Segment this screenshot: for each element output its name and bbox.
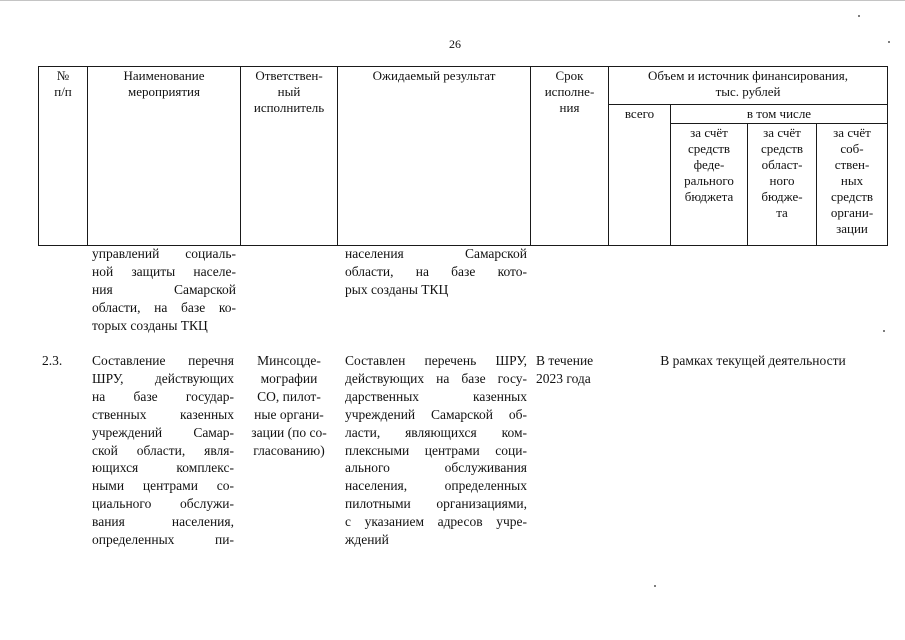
continuation-name-line: ной защиты населе- [92, 263, 236, 279]
header-name [88, 67, 241, 246]
row-name-line: вания населения, [92, 514, 234, 530]
scan-speck [858, 15, 860, 17]
row-result-line: дарственных казенных [345, 388, 527, 404]
header-financing [609, 67, 888, 105]
header-name-text: Наименование мероприятия [123, 68, 205, 99]
header-number [39, 67, 88, 246]
continuation-result [345, 245, 527, 299]
header-federal [671, 124, 748, 246]
row-name-line: определенных пи- [92, 532, 234, 548]
continuation-result-line: области, на базе кото- [345, 263, 527, 279]
scan-speck [883, 330, 885, 332]
header-regional-text: за счёт средств област- ного бюдже- та [760, 125, 804, 220]
row-result-line: с указанием адресов учре- [345, 514, 527, 530]
header-total-text: всего [624, 106, 655, 121]
header-including [671, 105, 888, 124]
row-name-line: на базе государ- [92, 388, 234, 404]
header-number-text: № п/п [54, 68, 72, 99]
row-term: В течение 2023 года [536, 353, 594, 386]
row-name-line: ными центрами со- [92, 478, 234, 494]
header-total [609, 105, 671, 246]
continuation-name-line: ния Самарской [92, 281, 236, 297]
header-own [817, 124, 888, 246]
continuation-name [92, 245, 236, 335]
row-name-line: ШРУ, действующих [92, 370, 234, 386]
row-name-line: Составление перечня [92, 353, 234, 368]
header-result-text: Ожидаемый результат [372, 68, 496, 83]
header-federal-text: за счёт средств феде- рального бюджета [684, 125, 734, 204]
continuation-name-line: управлений социаль- [92, 246, 236, 261]
header-term-text: Срок исполне- ния [544, 68, 595, 115]
continuation-result-line: рых созданы ТКЦ [345, 281, 449, 297]
header-regional [748, 124, 817, 246]
page-number: 26 [449, 37, 461, 51]
row-result-line: Составлен перечень ШРУ, [345, 353, 527, 368]
row-result-line: пилотными организациями, [345, 496, 527, 512]
row-name [92, 352, 234, 549]
row-name-line: ственных казенных [92, 406, 234, 422]
header-own-text: за счёт соб- ствен- ных средств органи- зации [830, 125, 874, 236]
header-including-text: в том числе [746, 106, 812, 121]
table-header [38, 66, 888, 246]
row-result-line: ласти, являющихся ком- [345, 424, 527, 440]
row-result-line: населения, определенных [345, 478, 527, 494]
row-responsible: Минсоцде- мографии СО, пилот- ные органи- зации (по со- гласованию) [251, 353, 327, 458]
row-result-line: действующих на базе госу- [345, 370, 527, 386]
header-responsible-text: Ответствен- ный исполнитель [253, 68, 325, 115]
header-term [531, 67, 609, 246]
row-result-line: ального обслуживания [345, 460, 527, 476]
row-financing: В рамках текущей деятельности [660, 353, 846, 368]
row-name-line: учреждений Самар- [92, 424, 234, 440]
row-result-line: плексными центрами соци- [345, 442, 527, 458]
row-name-line: циального обслужи- [92, 496, 234, 512]
scan-speck [654, 585, 656, 587]
continuation-name-line: торых созданы ТКЦ [92, 317, 208, 333]
header-responsible [241, 67, 338, 246]
header-result [338, 67, 531, 246]
continuation-name-line: области, на базе ко- [92, 299, 236, 315]
scan-edge-line [0, 0, 905, 1]
row-result [345, 352, 527, 549]
header-financing-text: Объем и источник финансирования, тыс. рублей [648, 68, 848, 99]
row-number: 2.3. [42, 353, 63, 368]
row-name-line: ющихся комплекс- [92, 460, 234, 476]
continuation-result-line: населения Самарской [345, 246, 527, 261]
row-name-line: ской области, явля- [92, 442, 234, 458]
row-result-line: учреждений Самарской об- [345, 406, 527, 422]
scan-speck [888, 41, 890, 43]
row-result-line: ждений [345, 532, 389, 548]
